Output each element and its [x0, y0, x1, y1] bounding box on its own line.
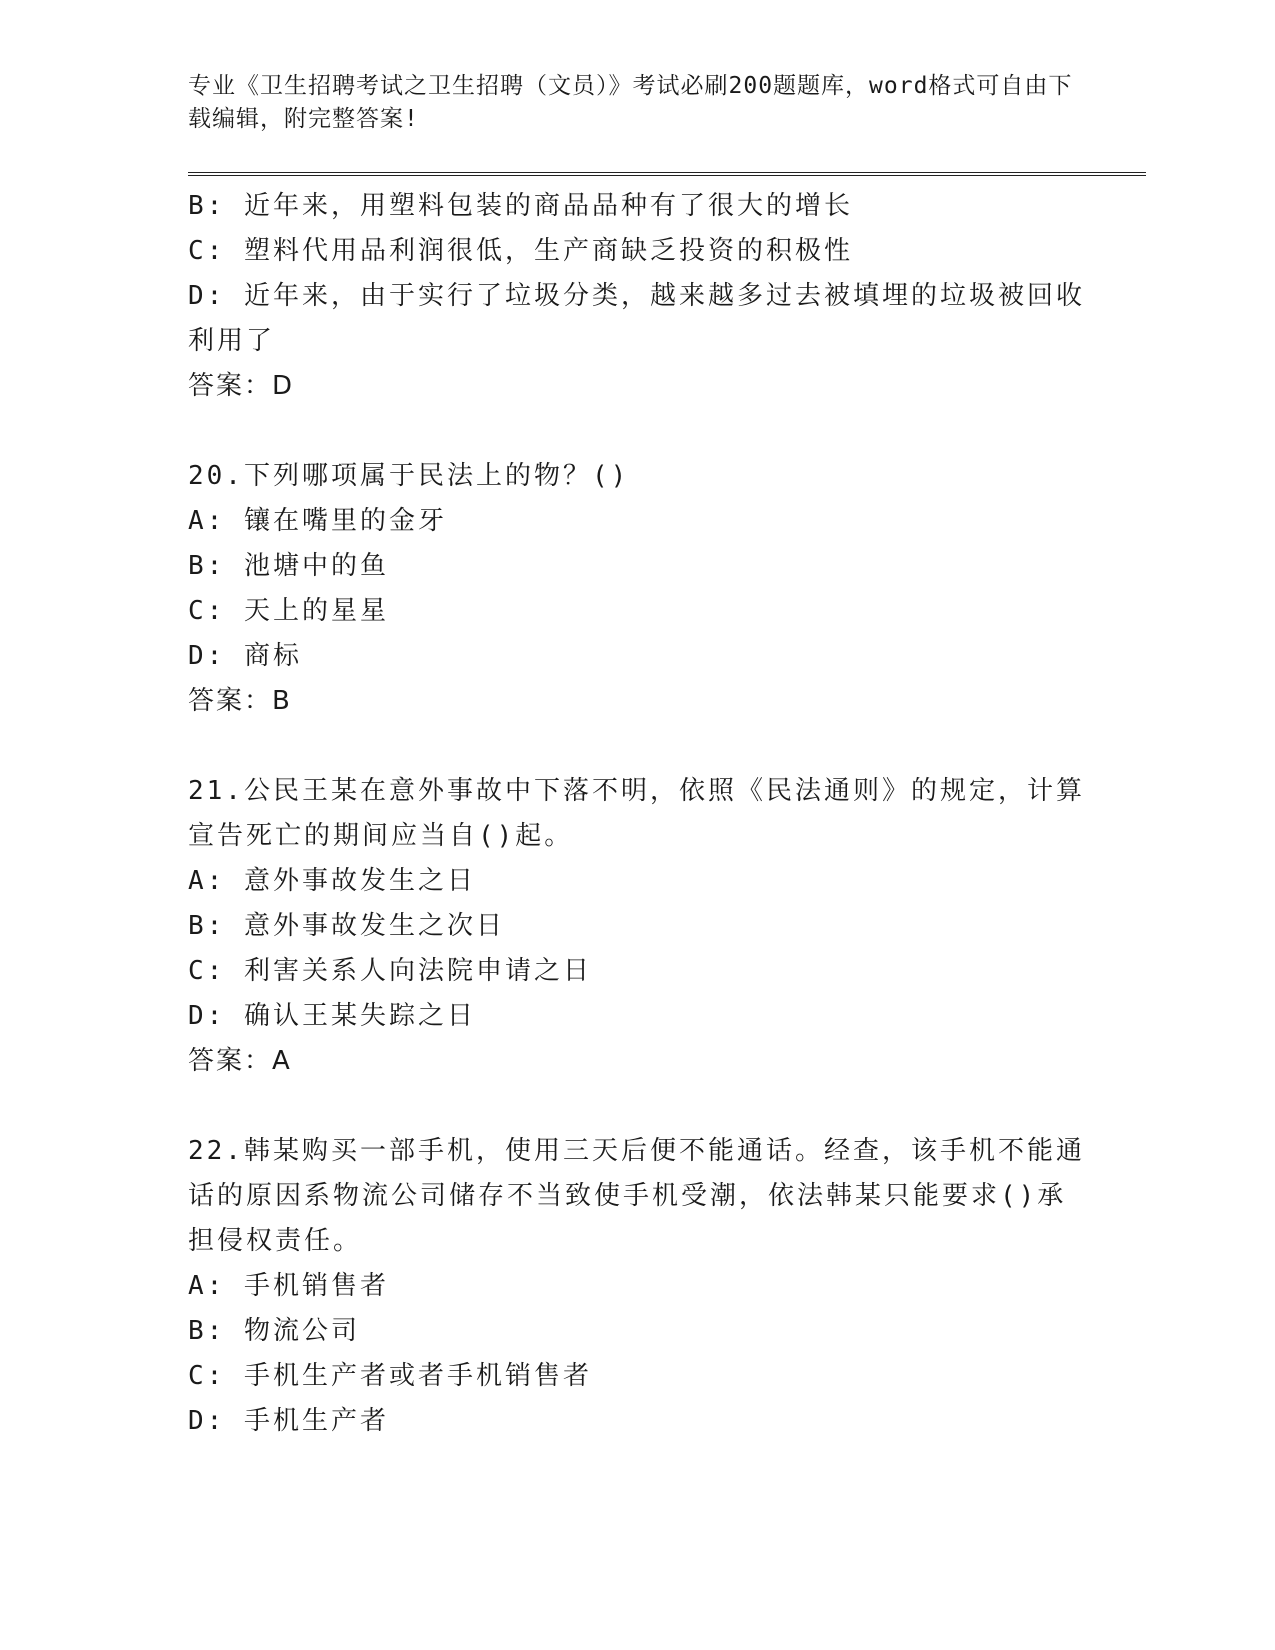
- question-stem: 21.公民王某在意外事故中下落不明，依照《民法通则》的规定，计算宣告死亡的期间应当自()起。: [188, 776, 1085, 851]
- option-b: B: 池塘中的鱼: [188, 551, 389, 581]
- option-c: C: 手机生产者或者手机销售者: [188, 1361, 592, 1391]
- option-c: C: 塑料代用品利润很低，生产商缺乏投资的积极性: [188, 236, 853, 266]
- option-d: D: 近年来，由于实行了垃圾分类，越来越多过去被填埋的垃圾被回收利用了: [188, 281, 1085, 356]
- question-21: [188, 769, 1148, 1084]
- option-b: B: 近年来，用塑料包装的商品品种有了很大的增长: [188, 191, 853, 221]
- document-header: 专业《卫生招聘考试之卫生招聘（文员）》考试必刷200题题库，word格式可自由下载编辑，附完整答案!: [188, 73, 1073, 132]
- option-c: C: 天上的星星: [188, 596, 389, 626]
- question-stem: 22.韩某购买一部手机，使用三天后便不能通话。经查，该手机不能通话的原因系物流公司储存不当致使手机受潮，依法韩某只能要求()承担侵权责任。: [188, 1136, 1085, 1256]
- answer-line: 答案：D: [188, 371, 295, 401]
- answer-line: 答案：A: [188, 1046, 292, 1076]
- document-page: [188, 70, 1148, 1444]
- header-divider: [188, 172, 1146, 176]
- question-20: [188, 454, 1148, 724]
- option-a: A: 手机销售者: [188, 1271, 389, 1301]
- option-b: B: 物流公司: [188, 1316, 360, 1346]
- question-22: [188, 1129, 1148, 1444]
- answer-line: 答案：B: [188, 686, 292, 716]
- option-b: B: 意外事故发生之次日: [188, 911, 505, 941]
- question-stem: 20.下列哪项属于民法上的物？(): [188, 461, 630, 491]
- option-a: A: 意外事故发生之日: [188, 866, 476, 896]
- option-c: C: 利害关系人向法院申请之日: [188, 956, 592, 986]
- option-d: D: 确认王某失踪之日: [188, 1001, 476, 1031]
- question-list: [188, 184, 1148, 1444]
- question-19-continued: [188, 184, 1148, 409]
- option-d: D: 手机生产者: [188, 1406, 389, 1436]
- option-d: D: 商标: [188, 641, 302, 671]
- option-a: A: 镶在嘴里的金牙: [188, 506, 447, 536]
